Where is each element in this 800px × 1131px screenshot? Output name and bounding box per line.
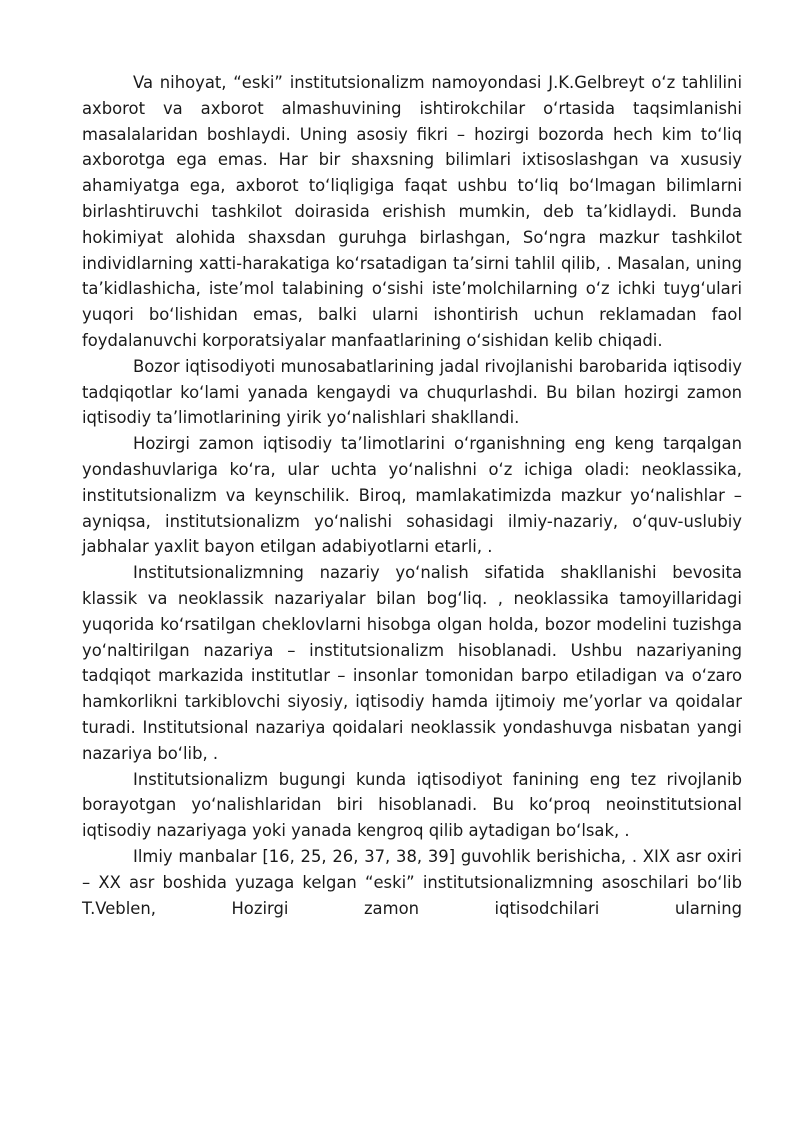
- paragraph-institutionalism-today: Institutsionalizm bugungi kunda iqtisodiyot fanining eng tez rivojlanib borayotgan yo‘nalishlaridan biri hisoblanadi. Bu ko‘proq neoinstitutsional iqtisodiy nazariyaga yoki yanada kengroq qilib aytadigan bo‘lsak, .: [82, 769, 742, 841]
- paragraph-modern-theories: Hozirgi zamon iqtisodiy ta’limotlarini o‘rganishning eng keng tarqalgan yondashuvlariga ko‘ra, ular uchta yo‘nalishni o‘z ichiga oladi: neoklassika, institutsionalizm va keynschilik. Biroq, mamlakatimizda mazkur yo‘nalishlar – ayniqsa, institutsionalizm yo‘nalishi sohasidagi ilmiy-nazariy, o‘quv-uslubiy jabhalar yaxlit bayon etilgan adabiyotlarni etarli, .: [82, 434, 742, 557]
- paragraph-market-economy: Bozor iqtisodiyoti munosabatlarining jadal rivojlanishi barobarida iqtisodiy tadqiqotlar ko‘lami yanada kengaydi va chuqurlashdi. Bu bilan hozirgi zamon iqtisodiy ta’limotlarining yirik yo‘nalishlari shakllandi.: [82, 356, 742, 428]
- paragraph-gelbreyt: Va nihoyat, “eski” institutsionalizm namoyondasi J.K.Gelbreyt o‘z tahlilini axborot va axborot almashuvining ishtirokchilar o‘rtasida taqsimlanishi masalalaridan boshlaydi. Uning asosiy fikri – hozirgi bozorda hech kim to‘liq axborotga ega emas. Har bir shaxsning bilimlari ixtisoslashgan va xususiy ahamiyatga ega, axborot to‘liqligiga faqat ushbu to‘liq bo‘lmagan bilimlarni birlashtiruvchi tashkilot doirasida erishish mumkin, deb ta’kidlaydi. Bunda hokimiyat alohida shaxsdan guruhga birlashgan, So‘ngra mazkur tashkilot individlarning xatti-harakatiga ko‘rsatadigan ta’sirni tahlil qilib, . Masalan, uning ta’kidlashicha, iste’mol talabining o‘sishi iste’molchilarning o‘z ichki tuyg‘ulari yuqori bo‘lishidan emas, balki ularni ishontirish uchun reklamadan faol foydalanuvchi korporatsiyalar manfaatlarining o‘sishidan kelib chiqadi.: [82, 73, 742, 350]
- paragraph-sources: Ilmiy manbalar [16, 25, 26, 37, 38, 39] guvohlik berishicha, . XIX asr oxiri – XX asr boshida yuzaga kelgan “eski” institutsionalizmning asoschilari bo‘lib T.Veblen, Hozirgi zamon iqtisodchilari ularning: [82, 846, 742, 918]
- paragraph-institutionalism-formation: Institutsionalizmning nazariy yo‘nalish sifatida shakllanishi bevosita klassik va neoklassik nazariyalar bilan bog‘liq. , neoklassika tamoyillaridagi yuqorida ko‘rsatilgan cheklovlarni hisobga olgan holda, bozor modelini tuzishga yo‘naltirilgan nazariya – institutsionalizm hisoblanadi. Ushbu nazariyaning tadqiqot markazida institutlar – insonlar tomonidan barpo etiladigan va o‘zaro hamkorlikni tarkiblovchi siyosiy, iqtisodiy hamda ijtimoiy me’yorlar va qoidalar turadi. Institutsional nazariya qoidalari neoklassik yondashuvga nisbatan yangi nazariya bo‘lib, .: [82, 563, 742, 763]
- document-body: [82, 70, 742, 921]
